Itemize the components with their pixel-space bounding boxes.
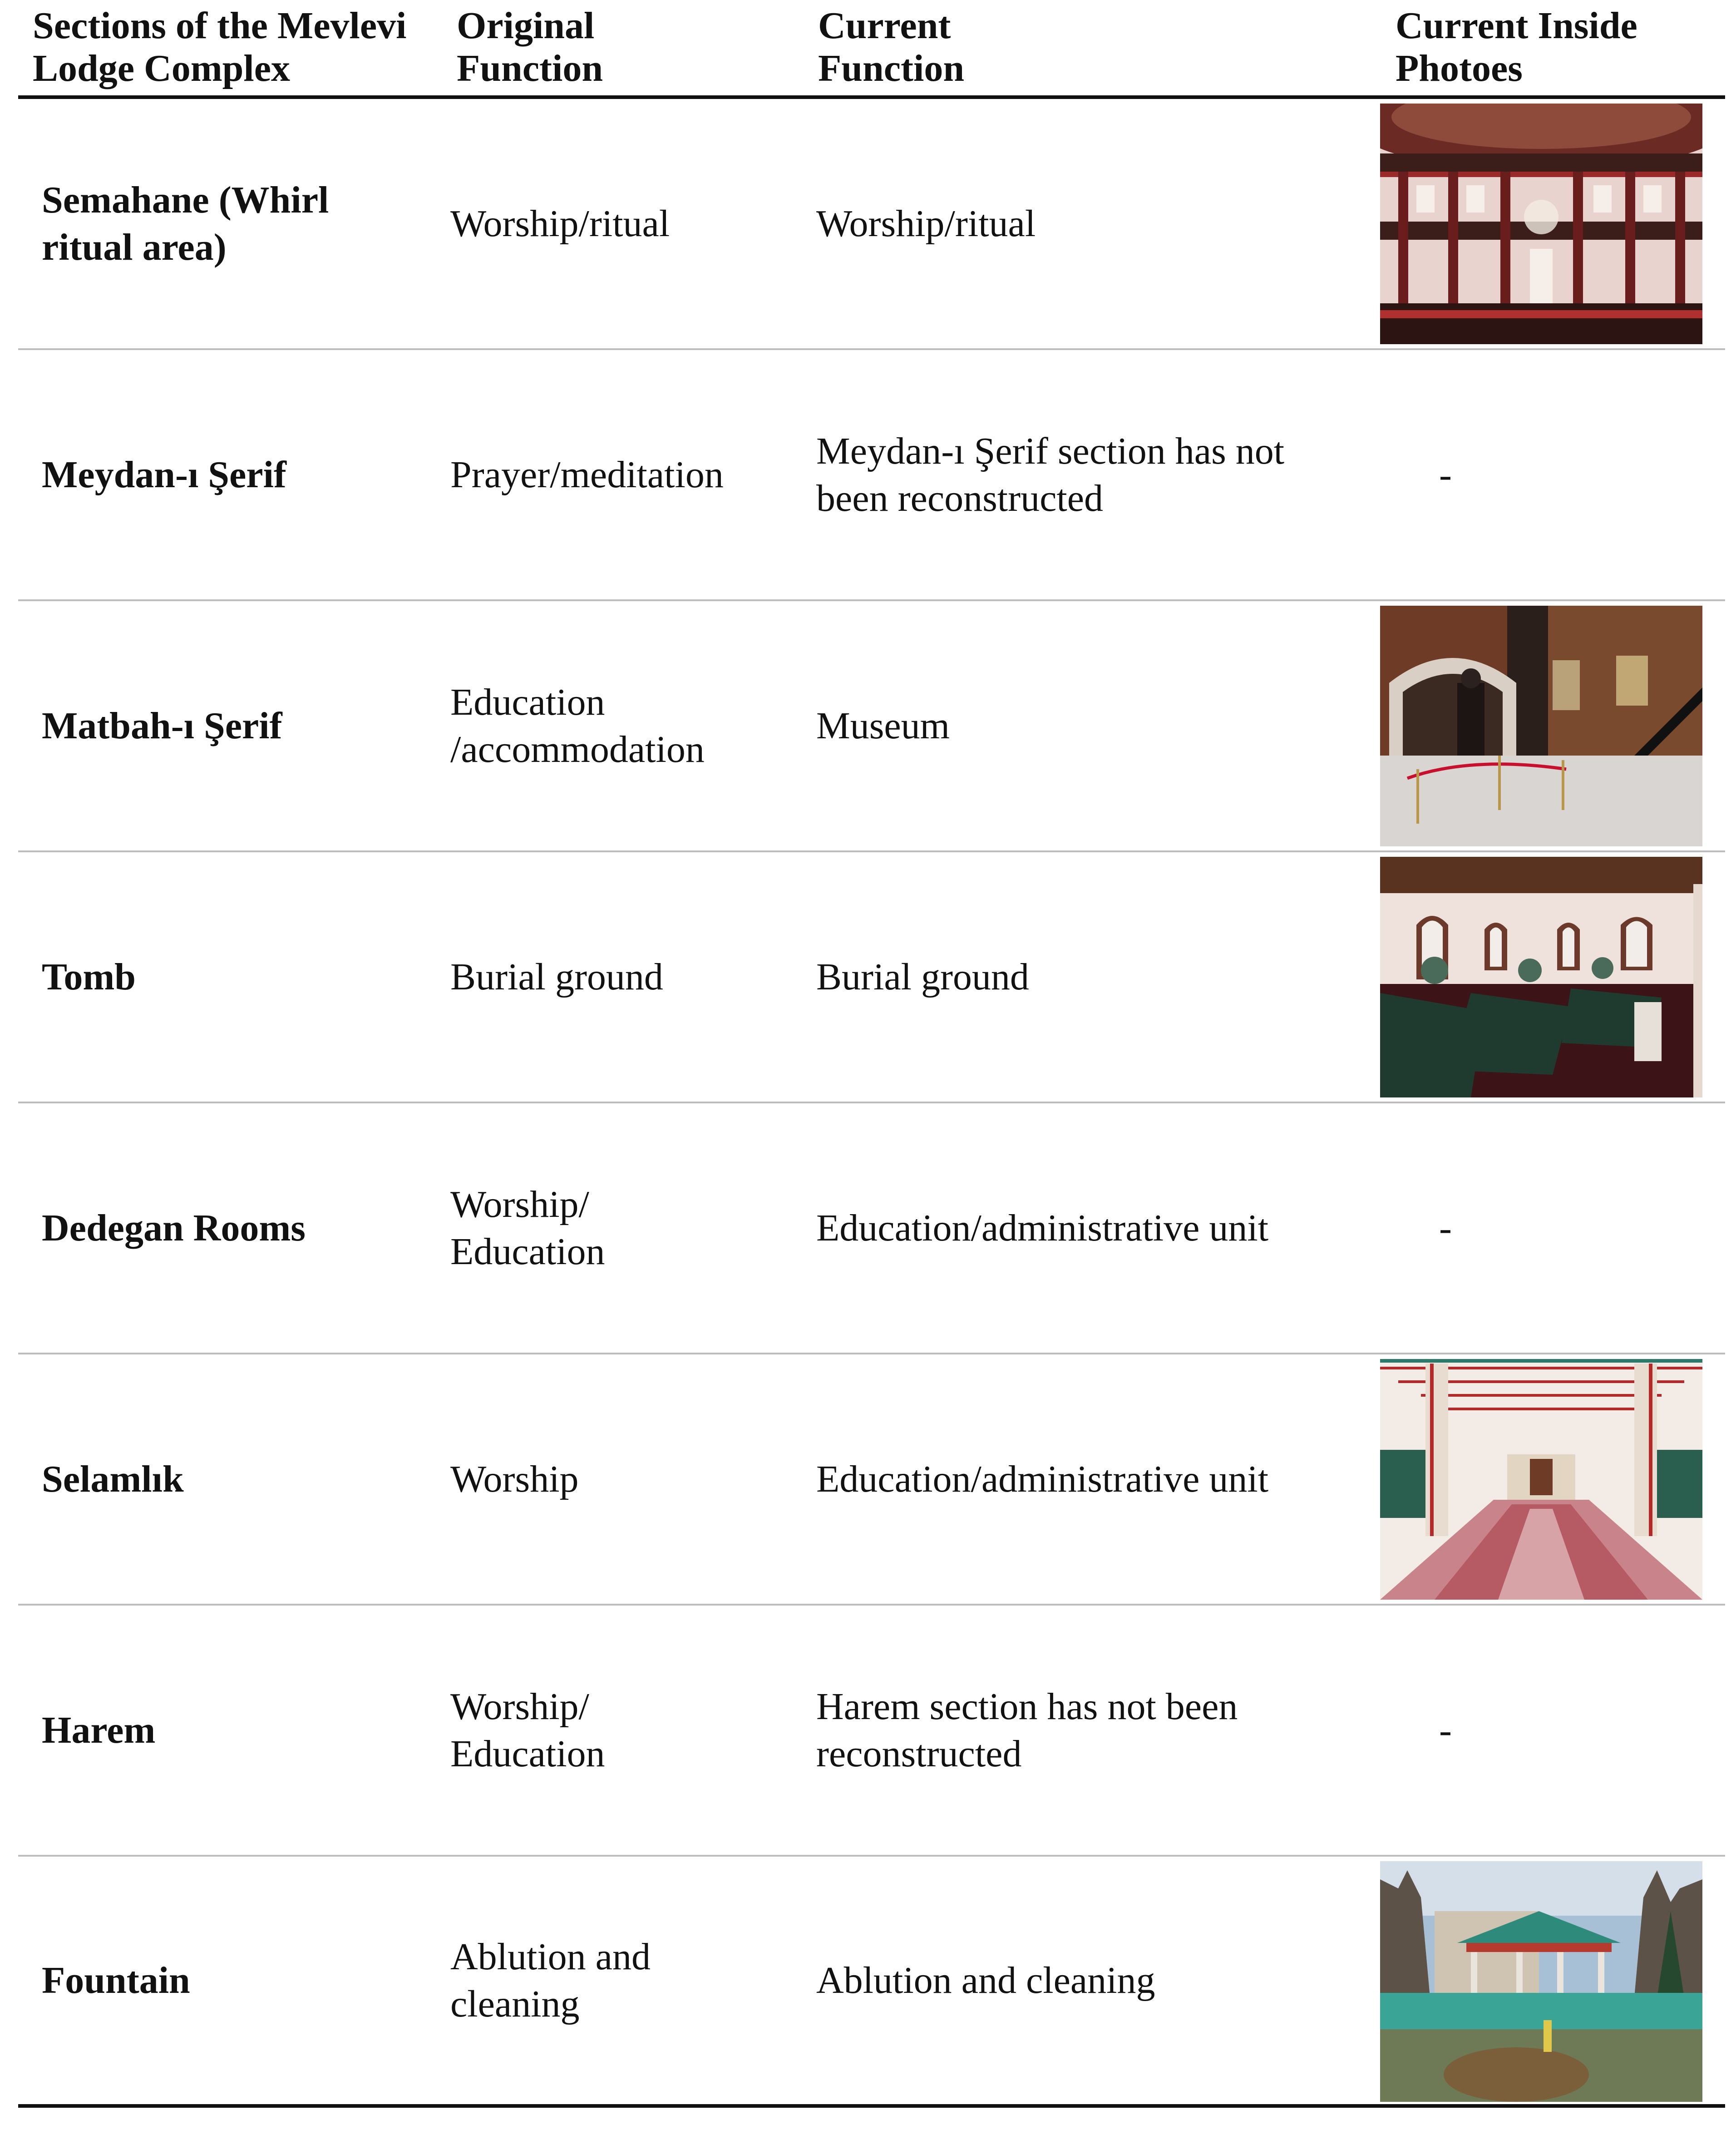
photo-placeholder: -	[1439, 1709, 1452, 1751]
photo-placeholder: -	[1439, 1206, 1452, 1249]
photo-placeholder: -	[1439, 453, 1452, 496]
matbah-photo	[1380, 606, 1702, 846]
header-original-function: Original Function	[457, 5, 603, 89]
table-row	[18, 1103, 1725, 1354]
fountain-photo	[1380, 1861, 1702, 2102]
selamlik-photo	[1380, 1359, 1702, 1600]
section-name: Fountain	[42, 1959, 190, 2002]
header-current-function: Current Function	[818, 5, 965, 89]
current-function: Burial ground	[816, 955, 1029, 998]
original-function: Ablution and cleaning	[450, 1935, 651, 2025]
header-current-photos: Current Inside Photoes	[1396, 5, 1637, 89]
table-row	[18, 601, 1725, 852]
table-header	[18, 0, 1725, 99]
current-function: Museum	[816, 704, 950, 747]
current-function: Ablution and cleaning	[816, 1959, 1155, 2002]
table-row	[18, 852, 1725, 1103]
current-function: Education/administrative unit	[816, 1206, 1269, 1249]
tomb-photo	[1380, 857, 1702, 1097]
current-function: Education/administrative unit	[816, 1458, 1269, 1500]
header-section: Sections of the Mevlevi Lodge Complex	[33, 5, 407, 89]
section-name: Meydan-ı Şerif	[42, 453, 286, 496]
table-row	[18, 1606, 1725, 1857]
section-name: Matbah-ı Şerif	[42, 704, 282, 747]
table-row	[18, 350, 1725, 601]
semahane-photo	[1380, 104, 1702, 344]
original-function: Prayer/meditation	[450, 453, 724, 496]
section-name: Selamlık	[42, 1458, 184, 1500]
section-name: Semahane (Whirl ritual area)	[42, 178, 329, 268]
current-function: Worship/ritual	[816, 202, 1036, 245]
section-name: Harem	[42, 1709, 156, 1751]
current-function: Harem section has not been reconstructed	[816, 1685, 1238, 1775]
original-function: Worship/ritual	[450, 202, 670, 245]
original-function: Burial ground	[450, 955, 663, 998]
table-row	[18, 99, 1725, 350]
current-function: Meydan-ı Şerif section has not been reconstructed	[816, 430, 1285, 519]
section-name: Tomb	[42, 955, 136, 998]
section-name: Dedegan Rooms	[42, 1206, 306, 1249]
table-row	[18, 1857, 1725, 2108]
original-function: Worship/ Education	[450, 1685, 605, 1775]
original-function: Education /accommodation	[450, 681, 705, 771]
original-function: Worship	[450, 1458, 579, 1500]
table-row	[18, 1354, 1725, 1606]
original-function: Worship/ Education	[450, 1183, 605, 1273]
